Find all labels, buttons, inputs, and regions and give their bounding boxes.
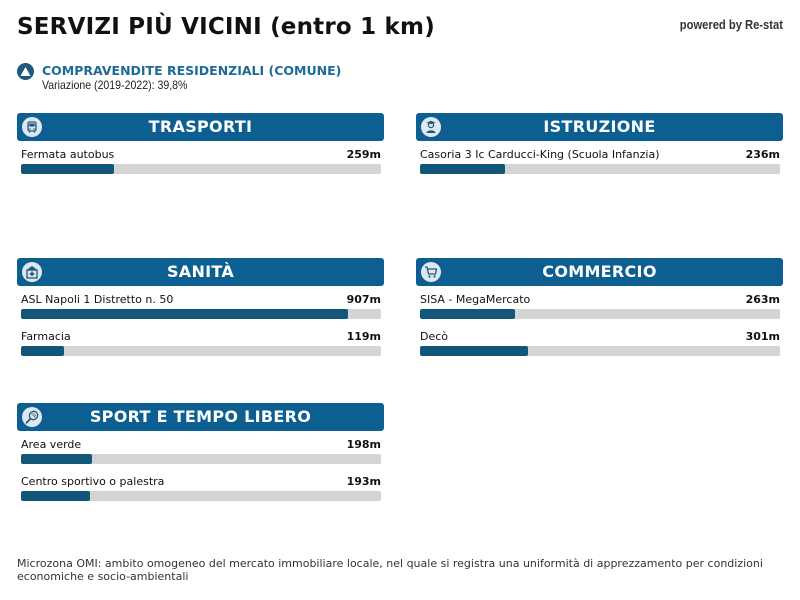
page-title: SERVIZI PIÙ VICINI (entro 1 km) [17, 14, 435, 40]
distance-bar-fill [21, 164, 114, 174]
item-distance: 236m [745, 148, 780, 161]
distance-bar-track [420, 164, 780, 174]
item-distance: 259m [346, 148, 381, 161]
list-item [20, 286, 381, 323]
list-item [419, 286, 780, 323]
distance-bar-fill [21, 309, 348, 319]
section-title: COMMERCIO [542, 262, 657, 281]
distance-bar-fill [21, 454, 92, 464]
triangle-up-icon [17, 63, 34, 80]
section-sanita [17, 258, 384, 360]
section-title: TRASPORTI [148, 117, 253, 136]
distance-bar-fill [420, 346, 528, 356]
section-header [17, 403, 384, 431]
section-commercio [416, 258, 783, 360]
distance-bar-fill [420, 164, 505, 174]
list-item [20, 468, 381, 505]
section-header [17, 258, 384, 286]
item-distance: 263m [745, 293, 780, 306]
powered-by-label: powered by Re-stat [679, 17, 783, 32]
distance-bar-fill [21, 346, 64, 356]
item-name: Centro sportivo o palestra [21, 475, 165, 488]
item-distance: 198m [346, 438, 381, 451]
distance-bar-track [420, 346, 780, 356]
distance-bar-fill [21, 491, 90, 501]
sales-title: COMPRAVENDITE RESIDENZIALI (COMUNE) [42, 63, 342, 78]
item-name: Farmacia [21, 330, 71, 343]
section-header [17, 113, 384, 141]
section-header [416, 113, 783, 141]
section-istruzione [416, 113, 783, 178]
item-distance: 907m [346, 293, 381, 306]
list-item [419, 141, 780, 178]
section-title: SANITÀ [166, 262, 235, 281]
item-name: SISA - MegaMercato [420, 293, 531, 306]
list-item [20, 431, 381, 468]
distance-bar-track [21, 164, 381, 174]
distance-bar-track [21, 491, 381, 501]
list-item [20, 141, 381, 178]
distance-bar-track [420, 309, 780, 319]
section-title: ISTRUZIONE [543, 117, 656, 136]
list-item [20, 323, 381, 360]
item-name: Decò [420, 330, 449, 343]
distance-bar-track [21, 346, 381, 356]
item-name: ASL Napoli 1 Distretto n. 50 [21, 293, 174, 306]
section-title: SPORT E TEMPO LIBERO [89, 407, 312, 426]
list-item [419, 323, 780, 360]
section-header [416, 258, 783, 286]
item-name: Fermata autobus [21, 148, 115, 161]
item-name: Area verde [21, 438, 82, 451]
item-name: Casoria 3 Ic Carducci-King (Scuola Infanzia) [420, 148, 660, 161]
item-distance: 301m [745, 330, 780, 343]
sales-variation: Variazione (2019-2022): 39,8% [42, 78, 188, 92]
item-distance: 119m [346, 330, 381, 343]
section-sport [17, 403, 384, 505]
item-distance: 193m [346, 475, 381, 488]
section-trasporti [17, 113, 384, 178]
distance-bar-fill [420, 309, 515, 319]
omi-footnote: Microzona OMI: ambito omogeneo del mercato immobiliare locale, nel quale si registra una uniformità di apprezzamento per condizioni economiche e socio-ambientali [17, 557, 763, 583]
distance-bar-track [21, 309, 381, 319]
distance-bar-track [21, 454, 381, 464]
